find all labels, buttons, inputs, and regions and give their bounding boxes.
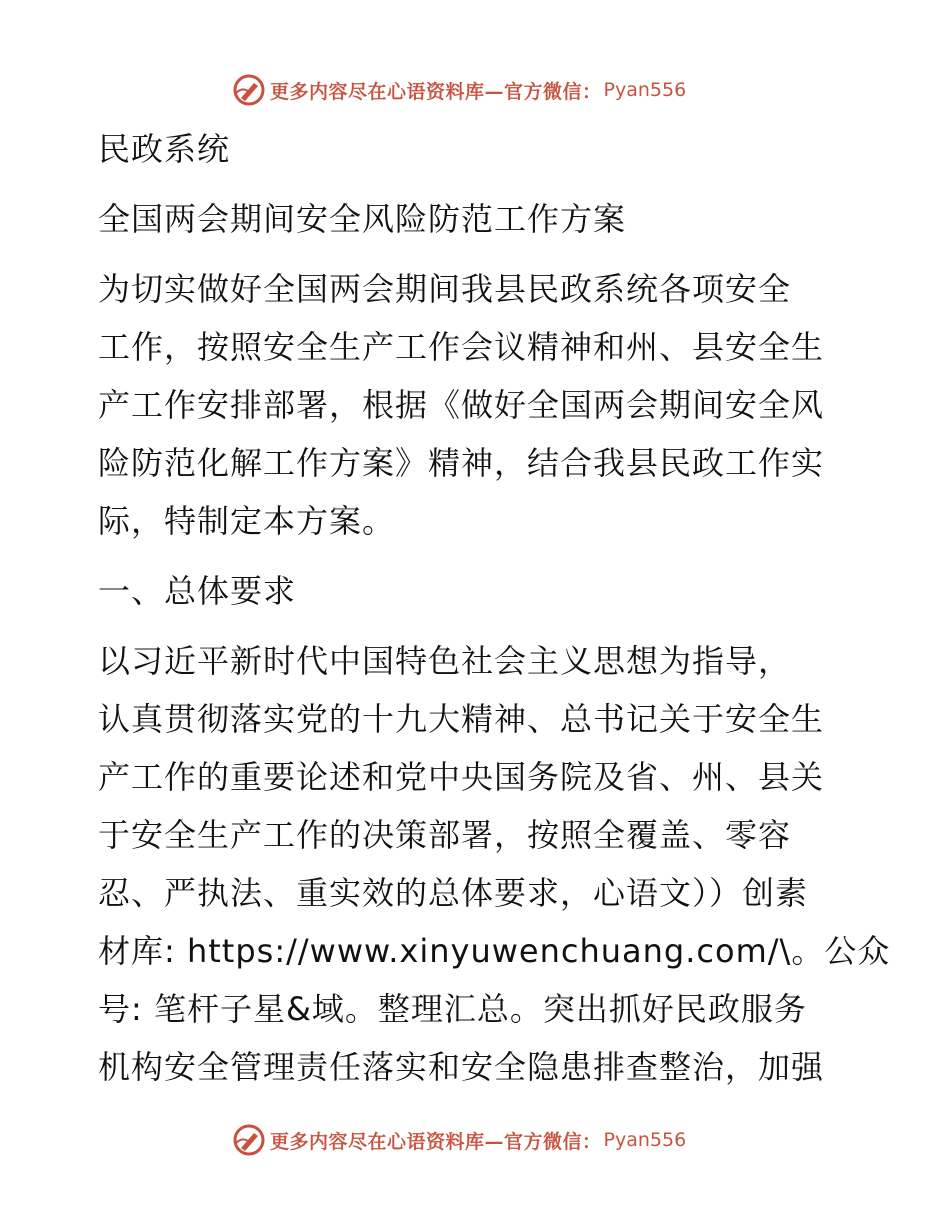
paragraph-line: 机构安全管理责任落实和安全隐患排查整治，加强 <box>98 1048 825 1086</box>
document-title: 全国两会期间安全风险防范工作方案 <box>98 200 627 238</box>
paragraph-line: 险防范化解工作方案》精神，结合我县民政工作实 <box>98 444 825 482</box>
banner-wechat-id: Pyan556 <box>603 79 687 101</box>
paragraph-line: 工作，按照安全生产工作会议精神和州、县安全生 <box>98 328 825 366</box>
paragraph-line: 号: 笔杆子星&域。整理汇总。突出抓好民政服务 <box>98 990 807 1028</box>
banner-wechat-id: Pyan556 <box>603 1129 687 1151</box>
document-body <box>98 120 891 1096</box>
paragraph-line: 为切实做好全国两会期间我县民政系统各项安全 <box>98 270 792 308</box>
banner-wechat-label: 官方微信： <box>504 1130 602 1153</box>
banner-text: 更多内容尽在心语资料库— <box>270 1130 505 1153</box>
paragraph-line: 以习近平新时代中国特色社会主义思想为指导， <box>98 642 792 680</box>
paragraph-line: 际，特制定本方案。 <box>98 502 396 540</box>
paragraph-line: 产工作的重要论述和党中央国务院及省、州、县关 <box>98 758 825 796</box>
banner-text: 更多内容尽在心语资料库— <box>270 80 505 103</box>
paragraph-line: 认真贯彻落实党的十九大精神、总书记关于安全生 <box>98 700 825 738</box>
paragraph-line: 材库: https://www.xinyuwenchuang.com/\。公众 <box>98 932 891 970</box>
pen-logo-icon <box>232 73 266 107</box>
footer-watermark-banner <box>232 1120 686 1160</box>
paragraph-line: 忍、严执法、重实效的总体要求，心语文））创素 <box>98 874 809 912</box>
paragraph-line: 于安全生产工作的决策部署，按照全覆盖、零容 <box>98 816 792 854</box>
pen-logo-icon <box>232 1123 266 1157</box>
section-heading: 民政系统 <box>98 130 231 168</box>
paragraph-line: 产工作安排部署，根据《做好全国两会期间安全风 <box>98 386 825 424</box>
header-watermark-banner <box>232 70 686 110</box>
subsection-heading: 一、总体要求 <box>98 572 297 610</box>
banner-wechat-label: 官方微信： <box>504 80 602 103</box>
